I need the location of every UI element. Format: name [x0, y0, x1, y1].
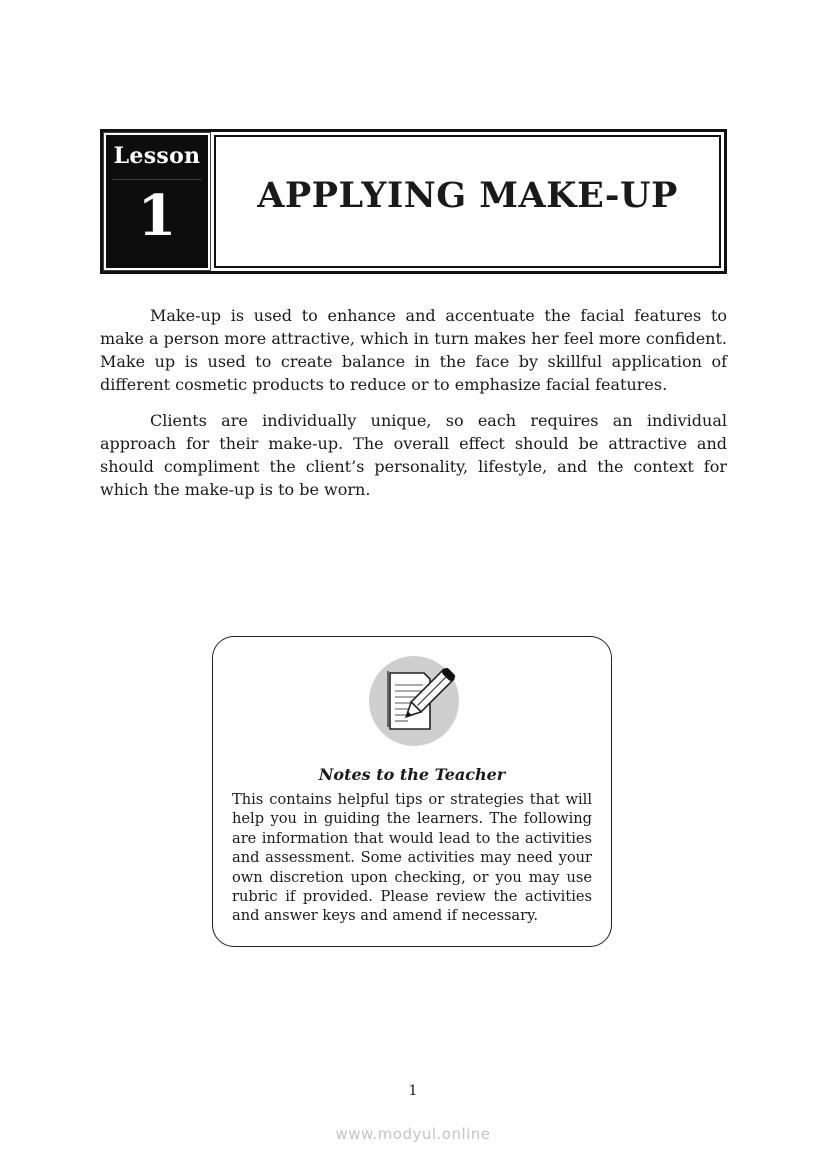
paragraph: Clients are individually unique, so each requires an individual approach for their make-up. The overall effect should be attractive and should compliment the client’s personality, lifestyle, and the context for which the make-up is to be worn. — [100, 411, 727, 499]
notes-to-teacher-box — [212, 636, 612, 947]
notepad-pencil-icon — [368, 655, 460, 747]
page-number: 1 — [408, 1083, 418, 1099]
notes-body: This contains helpful tips or strategies that will help you in guiding the learners. The following are information that would lead to the activities and assessment. Some activities may need your own discretion upon checking, or you may use rubric if provided. Please review the activities and answer keys and amend if necessary. — [232, 791, 592, 925]
lesson-label: Lesson — [112, 143, 202, 180]
lesson-number: 1 — [137, 183, 177, 249]
lesson-number-box — [106, 135, 208, 268]
watermark: www.modyul.online — [335, 1125, 491, 1143]
lesson-banner — [100, 129, 727, 274]
lesson-title-box — [214, 135, 721, 268]
intro-text — [100, 304, 727, 514]
lesson-title: APPLYING MAKE-UP — [257, 175, 678, 216]
paragraph: Make-up is used to enhance and accentuate the facial features to make a person more attractive, which in turn makes her feel more confident. Make up is used to create balance in the face by skillful application of different cosmetic products to reduce or to emphasize facial features. — [100, 306, 727, 394]
notes-heading: Notes to the Teacher — [318, 765, 506, 784]
